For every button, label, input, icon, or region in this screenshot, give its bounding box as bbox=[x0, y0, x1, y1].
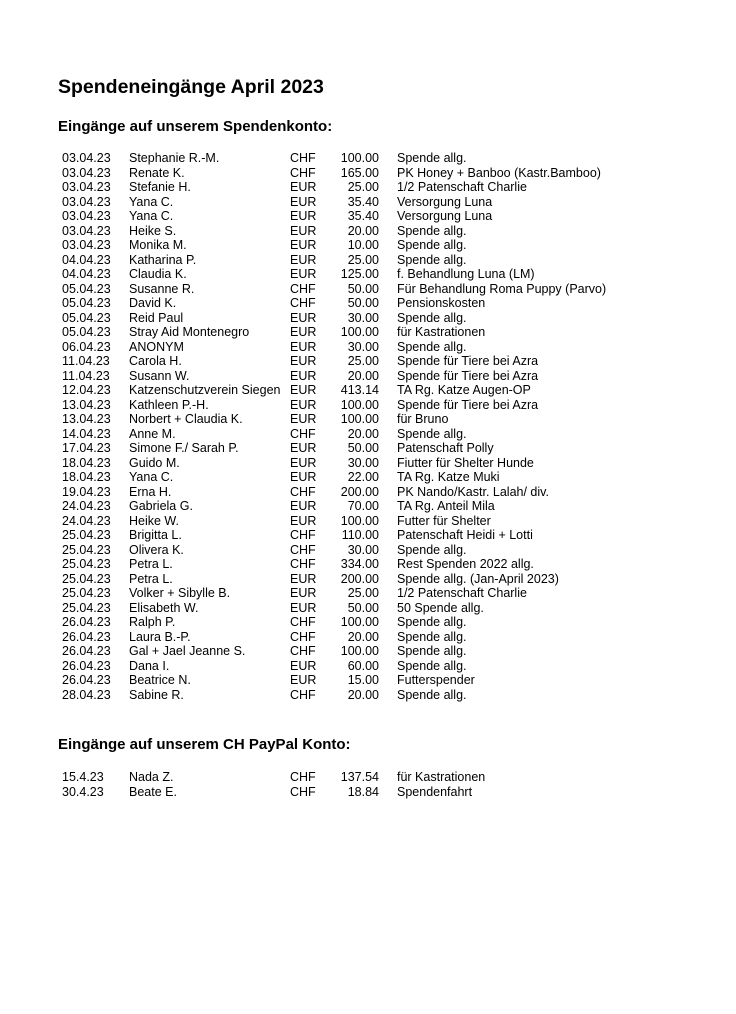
amount: 25.00 bbox=[347, 180, 379, 194]
table-row bbox=[62, 659, 606, 674]
amount: 35.40 bbox=[347, 209, 379, 223]
donor-name: Reid Paul bbox=[129, 310, 184, 325]
currency: EUR bbox=[290, 658, 317, 673]
currency: EUR bbox=[290, 513, 317, 528]
amount: 20.00 bbox=[347, 426, 379, 441]
donation-purpose: Spende allg. bbox=[397, 310, 467, 325]
currency: CHF bbox=[290, 484, 316, 499]
currency: EUR bbox=[290, 354, 317, 368]
amount: 18.84 bbox=[347, 784, 379, 799]
donation-date: 13.04.23 bbox=[62, 397, 111, 412]
donor-name: Stray Aid Montenegro bbox=[129, 325, 250, 339]
amount: 35.40 bbox=[347, 194, 379, 209]
amount: 50.00 bbox=[347, 281, 379, 296]
currency: EUR bbox=[290, 673, 317, 687]
donor-name: Yana C. bbox=[129, 470, 174, 484]
donation-date: 05.04.23 bbox=[62, 296, 111, 310]
donor-name: Stefanie H. bbox=[129, 180, 191, 194]
currency: EUR bbox=[290, 252, 317, 267]
currency: CHF bbox=[290, 151, 316, 165]
amount: 50.00 bbox=[347, 600, 379, 615]
donation-purpose: Spende für Tiere bei Azra bbox=[397, 354, 539, 368]
table-row bbox=[62, 282, 606, 297]
donation-date: 05.04.23 bbox=[62, 310, 111, 325]
donation-purpose: TA Rg. Anteil Mila bbox=[397, 499, 495, 513]
table-row bbox=[62, 615, 606, 630]
donation-purpose: TA Rg. Katze Augen-OP bbox=[397, 383, 531, 397]
donation-purpose: Versorgung Luna bbox=[397, 209, 493, 223]
donor-name: Susann W. bbox=[129, 368, 190, 383]
donation-purpose: Spende allg. bbox=[397, 542, 467, 557]
amount: 334.00 bbox=[340, 557, 379, 571]
donation-date: 03.04.23 bbox=[62, 165, 111, 180]
table-row bbox=[62, 224, 606, 239]
donation-purpose: Spende allg. bbox=[397, 252, 467, 267]
page-title: Spendeneingänge April 2023 bbox=[58, 76, 324, 98]
currency: EUR bbox=[290, 499, 317, 513]
donation-purpose: für Bruno bbox=[397, 412, 449, 426]
donor-name: Carola H. bbox=[129, 354, 182, 368]
currency: CHF bbox=[290, 296, 316, 310]
donation-date: 03.04.23 bbox=[62, 223, 111, 238]
donation-purpose: Spende allg. (Jan-April 2023) bbox=[397, 571, 559, 586]
currency: EUR bbox=[290, 412, 317, 426]
donation-purpose: Versorgung Luna bbox=[397, 194, 493, 209]
table-row bbox=[62, 470, 606, 485]
donation-purpose: PK Honey + Banboo (Kastr.Bamboo) bbox=[397, 165, 601, 180]
table-row bbox=[62, 673, 606, 688]
donation-date: 25.04.23 bbox=[62, 600, 111, 615]
amount: 30.00 bbox=[347, 542, 379, 557]
donor-name: Petra L. bbox=[129, 571, 173, 586]
donation-purpose: Spende allg. bbox=[397, 151, 467, 165]
table-row bbox=[62, 267, 606, 282]
table-row bbox=[62, 528, 606, 543]
donation-purpose: Spende allg. bbox=[397, 426, 467, 441]
donation-purpose: für Kastrationen bbox=[397, 770, 486, 784]
table-row bbox=[62, 572, 606, 587]
donor-name: Gal + Jael Jeanne S. bbox=[129, 644, 246, 658]
amount: 200.00 bbox=[340, 571, 379, 586]
table-row bbox=[62, 383, 606, 398]
donation-date: 11.04.23 bbox=[62, 354, 110, 368]
donation-date: 18.04.23 bbox=[62, 470, 111, 484]
donation-date: 04.04.23 bbox=[62, 267, 111, 281]
amount: 100.00 bbox=[340, 644, 379, 658]
currency: CHF bbox=[290, 784, 316, 799]
donation-purpose: Spende allg. bbox=[397, 238, 467, 252]
table-row bbox=[62, 427, 606, 442]
table-row bbox=[62, 785, 485, 800]
donation-date: 25.04.23 bbox=[62, 557, 111, 571]
table-row bbox=[62, 514, 606, 529]
amount: 100.00 bbox=[340, 397, 379, 412]
donation-date: 18.04.23 bbox=[62, 455, 111, 470]
donation-date: 26.04.23 bbox=[62, 658, 111, 673]
donation-date: 30.4.23 bbox=[62, 784, 104, 799]
currency: EUR bbox=[290, 209, 317, 223]
donor-name: Sabine R. bbox=[129, 687, 184, 702]
table-row bbox=[62, 151, 606, 166]
donor-name: Guido M. bbox=[129, 455, 180, 470]
donations-table-spendenkonto bbox=[62, 151, 606, 702]
donation-purpose: Fiutter für Shelter Hunde bbox=[397, 455, 534, 470]
donation-date: 25.04.23 bbox=[62, 586, 111, 600]
donation-purpose: Spendenfahrt bbox=[397, 784, 473, 799]
amount: 200.00 bbox=[340, 484, 379, 499]
donor-name: Gabriela G. bbox=[129, 499, 193, 513]
donor-name: Volker + Sibylle B. bbox=[129, 586, 231, 600]
amount: 25.00 bbox=[347, 354, 379, 368]
table-row bbox=[62, 601, 606, 616]
donation-purpose: Spende allg. bbox=[397, 658, 467, 673]
donation-date: 25.04.23 bbox=[62, 542, 111, 557]
currency: EUR bbox=[290, 441, 317, 455]
donor-name: Kathleen P.-H. bbox=[129, 397, 209, 412]
donor-name: Renate K. bbox=[129, 165, 185, 180]
donation-purpose: Patenschaft Polly bbox=[397, 441, 494, 455]
donation-date: 03.04.23 bbox=[62, 194, 111, 209]
amount: 100.00 bbox=[340, 412, 379, 426]
currency: CHF bbox=[290, 281, 316, 296]
donor-name: Elisabeth W. bbox=[129, 600, 199, 615]
amount: 100.00 bbox=[340, 513, 379, 528]
donor-name: Heike S. bbox=[129, 223, 177, 238]
table-row bbox=[62, 543, 606, 558]
donor-name: Dana I. bbox=[129, 658, 170, 673]
amount: 165.00 bbox=[340, 165, 379, 180]
table-row bbox=[62, 499, 606, 514]
table-row bbox=[62, 630, 606, 645]
table-row bbox=[62, 369, 606, 384]
currency: CHF bbox=[290, 542, 316, 557]
donation-purpose: Spende allg. bbox=[397, 687, 467, 702]
amount: 100.00 bbox=[340, 325, 379, 339]
currency: CHF bbox=[290, 528, 316, 542]
donation-date: 24.04.23 bbox=[62, 499, 111, 513]
donation-purpose: Spende allg. bbox=[397, 223, 467, 238]
donation-date: 11.04.23 bbox=[62, 368, 110, 383]
amount: 15.00 bbox=[347, 673, 379, 687]
amount: 20.00 bbox=[347, 629, 379, 644]
donation-date: 25.04.23 bbox=[62, 571, 111, 586]
table-row bbox=[62, 398, 606, 413]
table-row bbox=[62, 253, 606, 268]
currency: CHF bbox=[290, 426, 316, 441]
donation-purpose: Spende für Tiere bei Azra bbox=[397, 368, 539, 383]
donation-date: 06.04.23 bbox=[62, 339, 111, 354]
amount: 413.14 bbox=[340, 383, 379, 397]
donor-name: Yana C. bbox=[129, 194, 174, 209]
table-row bbox=[62, 770, 485, 785]
donation-purpose: Spende allg. bbox=[397, 644, 467, 658]
donation-date: 03.04.23 bbox=[62, 238, 111, 252]
donor-name: Heike W. bbox=[129, 513, 180, 528]
currency: EUR bbox=[290, 238, 317, 252]
currency: EUR bbox=[290, 571, 317, 586]
donation-purpose: 1/2 Patenschaft Charlie bbox=[397, 586, 527, 600]
donation-purpose: Pensionskosten bbox=[397, 296, 486, 310]
donation-date: 05.04.23 bbox=[62, 281, 111, 296]
amount: 30.00 bbox=[347, 455, 379, 470]
donor-name: Susanne R. bbox=[129, 281, 195, 296]
currency: EUR bbox=[290, 368, 317, 383]
donor-name: David K. bbox=[129, 296, 177, 310]
currency: EUR bbox=[290, 600, 317, 615]
table-row bbox=[62, 354, 606, 369]
amount: 25.00 bbox=[347, 586, 379, 600]
currency: CHF bbox=[290, 629, 316, 644]
donation-date: 03.04.23 bbox=[62, 209, 111, 223]
donation-date: 17.04.23 bbox=[62, 441, 111, 455]
table-row bbox=[62, 195, 606, 210]
donor-name: Stephanie R.-M. bbox=[129, 151, 220, 165]
donation-purpose: Rest Spenden 2022 allg. bbox=[397, 557, 534, 571]
amount: 50.00 bbox=[347, 296, 379, 310]
currency: EUR bbox=[290, 310, 317, 325]
donation-purpose: Spende allg. bbox=[397, 339, 467, 354]
donation-purpose: Spende allg. bbox=[397, 629, 467, 644]
donor-name: Yana C. bbox=[129, 209, 174, 223]
donor-name: Petra L. bbox=[129, 557, 173, 571]
currency: EUR bbox=[290, 180, 317, 194]
donation-date: 28.04.23 bbox=[62, 687, 111, 702]
table-row bbox=[62, 238, 606, 253]
donor-name: Beate E. bbox=[129, 784, 177, 799]
table-row bbox=[62, 485, 606, 500]
donation-date: 03.04.23 bbox=[62, 180, 111, 194]
donation-purpose: Spende für Tiere bei Azra bbox=[397, 397, 539, 412]
donor-name: Ralph P. bbox=[129, 615, 176, 629]
amount: 60.00 bbox=[347, 658, 379, 673]
donation-purpose: Futter für Shelter bbox=[397, 513, 491, 528]
donation-date: 26.04.23 bbox=[62, 615, 111, 629]
amount: 125.00 bbox=[340, 267, 379, 281]
donor-name: Norbert + Claudia K. bbox=[129, 412, 243, 426]
donations-table-paypal bbox=[62, 770, 485, 799]
currency: CHF bbox=[290, 644, 316, 658]
donation-date: 14.04.23 bbox=[62, 426, 111, 441]
table-row bbox=[62, 325, 606, 340]
amount: 50.00 bbox=[347, 441, 379, 455]
amount: 30.00 bbox=[347, 339, 379, 354]
donation-date: 12.04.23 bbox=[62, 383, 111, 397]
currency: CHF bbox=[290, 557, 316, 571]
table-row bbox=[62, 557, 606, 572]
currency: CHF bbox=[290, 770, 316, 784]
currency: CHF bbox=[290, 687, 316, 702]
donation-date: 26.04.23 bbox=[62, 644, 111, 658]
donation-purpose: 1/2 Patenschaft Charlie bbox=[397, 180, 527, 194]
amount: 70.00 bbox=[347, 499, 379, 513]
donation-date: 25.04.23 bbox=[62, 528, 111, 542]
donation-date: 26.04.23 bbox=[62, 673, 111, 687]
section-heading-spendenkonto: Eingänge auf unserem Spendenkonto: bbox=[58, 118, 333, 135]
table-row bbox=[62, 296, 606, 311]
currency: EUR bbox=[290, 455, 317, 470]
amount: 110.00 bbox=[341, 528, 379, 542]
donation-date: 24.04.23 bbox=[62, 513, 111, 528]
donor-name: Anne M. bbox=[129, 426, 176, 441]
donor-name: Nada Z. bbox=[129, 770, 174, 784]
table-row bbox=[62, 166, 606, 181]
donation-purpose: Futterspender bbox=[397, 673, 475, 687]
amount: 10.00 bbox=[347, 238, 379, 252]
table-row bbox=[62, 644, 606, 659]
amount: 20.00 bbox=[347, 368, 379, 383]
amount: 100.00 bbox=[340, 151, 379, 165]
donor-name: Laura B.-P. bbox=[129, 629, 191, 644]
amount: 25.00 bbox=[347, 252, 379, 267]
donation-date: 26.04.23 bbox=[62, 629, 111, 644]
donation-date: 13.04.23 bbox=[62, 412, 111, 426]
amount: 100.00 bbox=[340, 615, 379, 629]
donation-date: 04.04.23 bbox=[62, 252, 111, 267]
amount: 22.00 bbox=[347, 470, 379, 484]
donation-date: 05.04.23 bbox=[62, 325, 111, 339]
currency: CHF bbox=[290, 165, 316, 180]
table-row bbox=[62, 456, 606, 471]
donation-purpose: PK Nando/Kastr. Lalah/ div. bbox=[397, 484, 549, 499]
currency: EUR bbox=[290, 325, 317, 339]
donor-name: Olivera K. bbox=[129, 542, 184, 557]
donation-date: 19.04.23 bbox=[62, 484, 111, 499]
currency: EUR bbox=[290, 339, 317, 354]
donor-name: ANONYM bbox=[129, 339, 184, 354]
currency: EUR bbox=[290, 194, 317, 209]
donation-date: 03.04.23 bbox=[62, 151, 111, 165]
donation-purpose: Patenschaft Heidi + Lotti bbox=[397, 528, 533, 542]
donor-name: Brigitta L. bbox=[129, 528, 182, 542]
currency: CHF bbox=[290, 615, 316, 629]
donation-purpose: 50 Spende allg. bbox=[397, 600, 484, 615]
donor-name: Erna H. bbox=[129, 484, 172, 499]
currency: EUR bbox=[290, 470, 317, 484]
amount: 20.00 bbox=[347, 223, 379, 238]
table-row bbox=[62, 441, 606, 456]
donation-purpose: TA Rg. Katze Muki bbox=[397, 470, 500, 484]
amount: 137.54 bbox=[340, 770, 379, 784]
donation-purpose: Für Behandlung Roma Puppy (Parvo) bbox=[397, 281, 607, 296]
table-row bbox=[62, 209, 606, 224]
currency: EUR bbox=[290, 383, 317, 397]
donor-name: Katzenschutzverein Siegen bbox=[129, 383, 281, 397]
table-row bbox=[62, 412, 606, 427]
table-row bbox=[62, 586, 606, 601]
table-row bbox=[62, 311, 606, 326]
donor-name: Beatrice N. bbox=[129, 673, 191, 687]
donor-name: Monika M. bbox=[129, 238, 187, 252]
section-heading-paypal: Eingänge auf unserem CH PayPal Konto: bbox=[58, 736, 351, 753]
donation-purpose: für Kastrationen bbox=[397, 325, 486, 339]
donation-date: 15.4.23 bbox=[62, 770, 104, 784]
currency: EUR bbox=[290, 267, 317, 281]
table-row bbox=[62, 340, 606, 355]
amount: 30.00 bbox=[347, 310, 379, 325]
donor-name: Katharina P. bbox=[129, 252, 197, 267]
donor-name: Claudia K. bbox=[129, 267, 187, 281]
table-row bbox=[62, 688, 606, 703]
donation-purpose: f. Behandlung Luna (LM) bbox=[397, 267, 535, 281]
currency: EUR bbox=[290, 397, 317, 412]
currency: EUR bbox=[290, 586, 317, 600]
currency: EUR bbox=[290, 223, 317, 238]
amount: 20.00 bbox=[347, 687, 379, 702]
donation-purpose: Spende allg. bbox=[397, 615, 467, 629]
donor-name: Simone F./ Sarah P. bbox=[129, 441, 239, 455]
table-row bbox=[62, 180, 606, 195]
